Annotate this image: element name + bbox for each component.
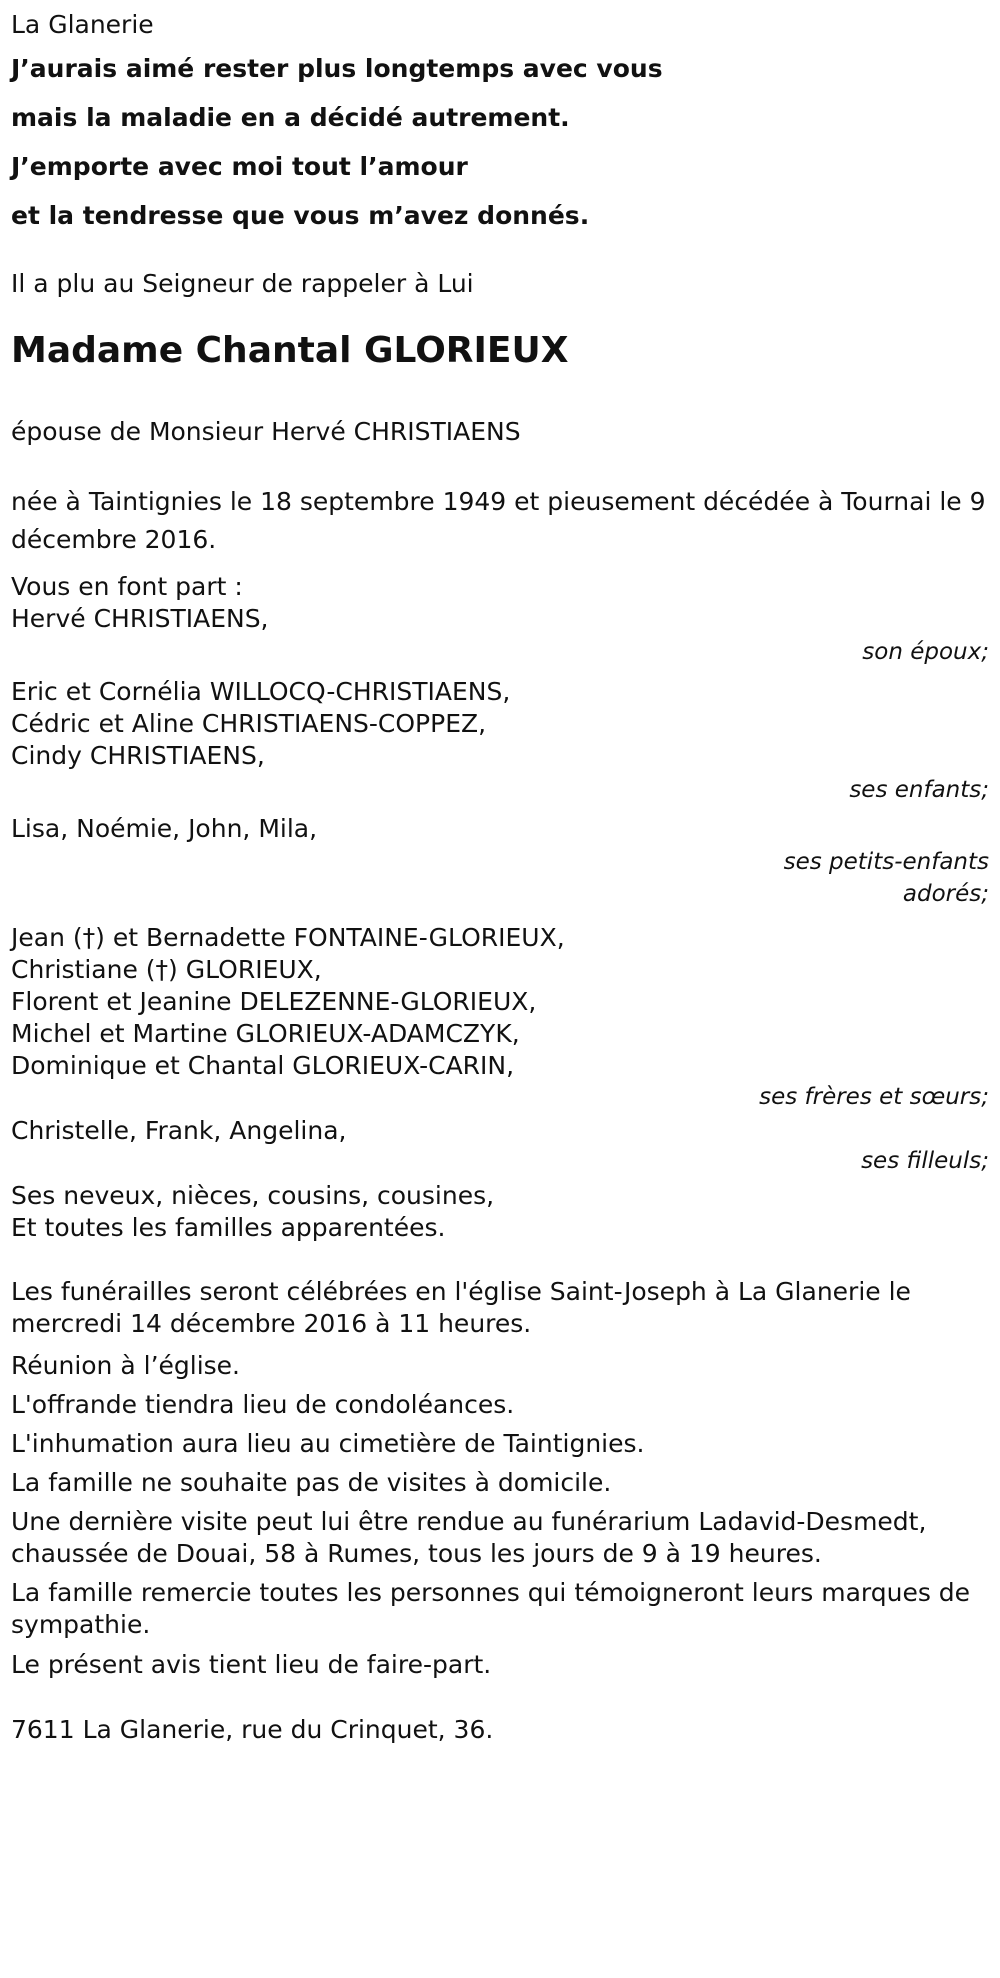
burial-text: L'inhumation aura lieu au cimetière de Taintignies. [11,1429,645,1458]
family-name: Christelle, Frank, Angelina, [11,1116,347,1145]
family-name: Hervé CHRISTIAENS, [11,604,269,633]
family-relation: ses frères et sœurs; [759,1084,989,1110]
family-name: Dominique et Chantal GLORIEUX-CARIN, [11,1051,515,1080]
notice-text: Le présent avis tient lieu de faire-part. [11,1650,492,1679]
family-name: Christiane (†) GLORIEUX, [11,955,322,984]
family-group [11,922,989,1112]
deceased-name: Madame Chantal GLORIEUX [11,330,569,371]
others-block [11,1180,989,1244]
spouse-line: épouse de Monsieur Hervé CHRISTIAENS [11,417,521,446]
family-name: Eric et Cornélia WILLOCQ-CHRISTIAENS, [11,677,511,706]
location-header: La Glanerie [11,10,154,39]
family-group [11,1116,989,1176]
poem [11,44,989,240]
obituary-content [11,8,989,1749]
poem-line: J’emporte avec moi tout l’amour [11,152,468,181]
reunion-text: Réunion à l’église. [11,1351,241,1380]
family-name: Cindy CHRISTIAENS, [11,741,265,770]
family-relation: son époux; [862,639,989,665]
last-visit-text: Une dernière visite peut lui être rendue au funérarium Ladavid-Desmedt, chaussée de Douai, 58 à Rumes, tous les jours de 9 à 19 heures. [11,1507,927,1568]
poem-line: mais la maladie en a décidé autrement. [11,103,570,132]
others-line: Ses neveux, nièces, cousins, cousines, [11,1181,495,1210]
funeral-text: Les funérailles seront célébrées en l'église Saint-Joseph à La Glanerie le mercredi 14 décembre 2016 à 11 heures. [11,1277,911,1338]
family-name: Michel et Martine GLORIEUX-ADAMCZYK, [11,1019,520,1048]
address-text: 7611 La Glanerie, rue du Crinquet, 36. [11,1715,494,1744]
others-line: Et toutes les familles apparentées. [11,1213,446,1242]
poem-line: et la tendresse que vous m’avez donnés. [11,201,590,230]
family-list [11,604,989,1176]
announce-text: Vous en font part : [11,572,243,601]
family-group [11,812,989,910]
offering-text: L'offrande tiendra lieu de condoléances. [11,1390,515,1419]
family-relation-cont: adorés; [902,881,989,907]
family-relation: ses enfants; [849,777,989,803]
family-group [11,604,989,670]
birth-death-text: née à Taintignies le 18 septembre 1949 et pieusement décédée à Tournai le 9 décembre 2016. [11,487,986,554]
family-name: Florent et Jeanine DELEZENNE-GLORIEUX, [11,987,537,1016]
family-relation: ses petits-enfants [783,849,989,875]
intro-text: Il a plu au Seigneur de rappeler à Lui [11,269,474,298]
family-group [11,676,989,808]
family-name: Lisa, Noémie, John, Mila, [11,814,318,843]
poem-line: J’aurais aimé rester plus longtemps avec vous [11,54,663,83]
family-relation: ses filleuls; [861,1148,989,1174]
no-visits-text: La famille ne souhaite pas de visites à domicile. [11,1468,612,1497]
thanks-text: La famille remercie toutes les personnes qui témoigneront leurs marques de sympathie. [11,1578,971,1639]
family-name: Cédric et Aline CHRISTIAENS-COPPEZ, [11,709,487,738]
family-name: Jean (†) et Bernadette FONTAINE-GLORIEUX, [11,923,565,952]
